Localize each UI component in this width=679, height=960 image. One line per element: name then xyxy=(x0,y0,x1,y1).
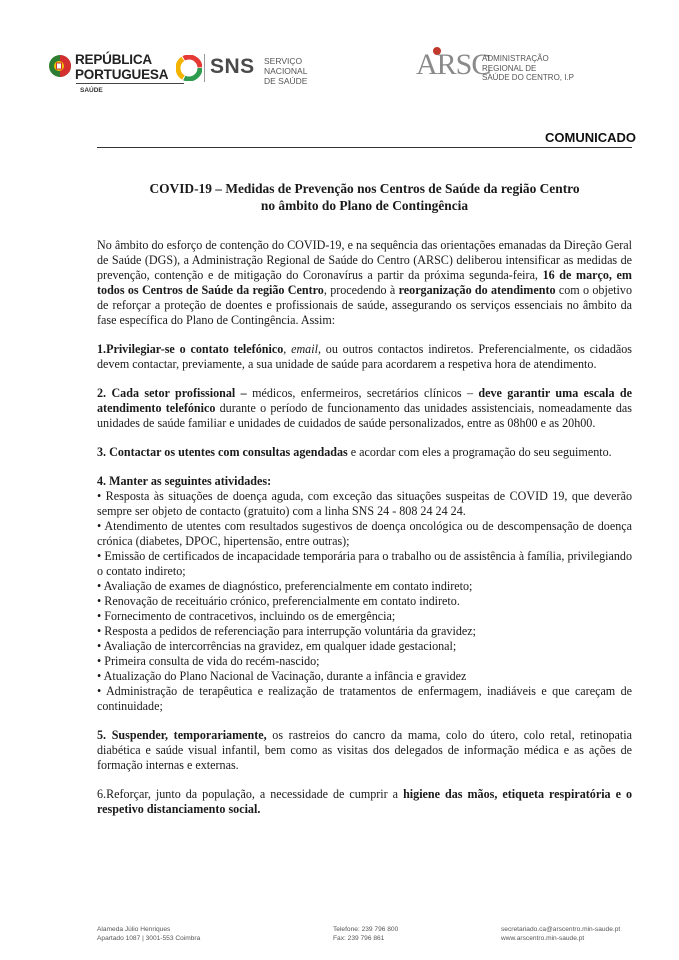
bullet-icon: • xyxy=(97,654,102,668)
document-type-label: COMUNICADO xyxy=(545,130,636,145)
footer-contacts xyxy=(501,925,620,943)
document-body xyxy=(97,238,632,831)
list-item: • Atualização do Plano Nacional de Vacinação, durante a infância e gravidez xyxy=(97,669,467,683)
arsc-wordmark: ARSC xyxy=(416,48,491,81)
republica-text: REPÚBLICA PORTUGUESA xyxy=(75,52,169,82)
bullet-icon: • xyxy=(97,579,102,593)
section-4-heading: 4. Manter as seguintes atividades: xyxy=(97,474,272,488)
republica-divider xyxy=(76,83,184,84)
list-item: • Resposta a pedidos de referenciação para interrupção voluntária da gravidez; xyxy=(97,624,476,638)
list-item: • Emissão de certificados de incapacidade temporária para o trabalho ou de assistência à família, privilegiando o contato indireto; xyxy=(97,549,632,578)
sns-separator xyxy=(204,54,205,82)
bullet-icon: • xyxy=(97,609,102,623)
footer-phone: Telefone: 239 796 800 Fax: 239 796 861 xyxy=(333,926,399,942)
list-item: • Administração de terapêutica e realização de tratamentos de enfermagem, inadiáveis e que careçam de continuidade; xyxy=(97,684,632,713)
list-item: • Fornecimento de contracetivos, incluindo os de emergência; xyxy=(97,609,396,623)
section-2-paragraph: 2. Cada setor profissional – médicos, enfermeiros, secretários clínicos – deve garantir uma escala de atendimento telefónico durante o período de funcionamento das unidades assistenciais, nomeadamente das unidades de saúde familiar e unidades de cuidados de saúde personalizados, entre as 08h00 e as 20h00. xyxy=(97,386,633,430)
bullet-icon: • xyxy=(97,519,102,533)
portugal-shield-icon xyxy=(48,52,72,82)
list-item: • Avaliação de intercorrências na gravidez, em qualquer idade gestacional; xyxy=(97,639,457,653)
header-divider xyxy=(97,147,632,148)
sns-ring-icon xyxy=(176,55,202,81)
bullet-icon: • xyxy=(97,639,102,653)
section-5-paragraph: 5. Suspender, temporariamente, os rastreios do cancro da mama, colo do útero, colo retal, retinopatia diabética e saúde visual infantil, bem como as visitas dos delegados de informação médica e as ações de formação internas e externas. xyxy=(97,728,632,772)
intro-paragraph: No âmbito do esforço de contenção do COVID-19, e na sequência das orientações emanadas da Direção Geral de Saúde (DGS), a Administração Regional de Saúde do Centro (ARSC) deliberou intensificar as medidas de prevenção, contenção e de mitigação do Coronavírus a partir da próxima segunda-feira, 16 de março, em todos os Centros de Saúde da região Centro, procedendo à reorganização do atendimento com o objetivo de reforçar a proteção de doentes e profissionais de saúde, assegurando os serviços essenciais no âmbito da fase específica do Plano de Contingência. Assim: xyxy=(97,238,632,327)
section-3-paragraph: 3. Contactar os utentes com consultas agendadas e acordar com eles a programação do seu seguimento. xyxy=(97,445,612,459)
republica-saude: SAÚDE xyxy=(80,87,103,94)
bullet-icon: • xyxy=(97,594,102,608)
list-item: • Resposta às situações de doença aguda, com exceção das situações suspeitas de COVID 19, que deverão sempre ser objeto de contacto (gratuito) com a linha SNS 24 - 808 24 24 24. xyxy=(97,489,632,518)
letterhead xyxy=(0,0,679,110)
arsc-subtitle: ADMINISTRAÇÃO REGIONAL DE SAÚDE DO CENTRO, I.P xyxy=(482,54,575,82)
bullet-icon: • xyxy=(97,684,102,698)
section-4-block xyxy=(97,474,632,714)
footer-address: Alameda Júlio Henriques Apartado 1087 | 3001-553 Coimbra xyxy=(97,926,201,942)
footer-email-link[interactable]: secretariado.ca@arscentro.min-saude.pt xyxy=(501,926,621,933)
bullet-icon: • xyxy=(97,624,102,638)
sns-subtitle: SERVIÇO NACIONAL DE SAÚDE xyxy=(264,56,308,86)
section-1-paragraph: 1.Privilegiar-se o contato telefónico, email, ou outros contactos indiretos. Preferencialmente, os cidadãos devem contactar, previamente, a sua unidade de saúde para acordarem a respetiva hora de atendimento. xyxy=(97,342,632,371)
bullet-icon: • xyxy=(97,669,102,683)
list-item: • Renovação de receituário crónico, preferencialmente em contato indireto. xyxy=(97,594,460,608)
arsc-logo xyxy=(416,48,616,88)
sns-wordmark: SNS xyxy=(210,55,255,78)
bullet-icon: • xyxy=(97,489,102,503)
sns-logo xyxy=(176,52,346,84)
section-6-paragraph: 6.Reforçar, junto da população, a necessidade de cumprir a higiene das mãos, etiqueta respiratória e o respetivo distanciamento social. xyxy=(97,787,633,816)
document-title: COVID-19 – Medidas de Prevenção nos Centros de Saúde da região Centro no âmbito do Plano de Contingência xyxy=(149,181,580,213)
footer xyxy=(97,925,632,947)
list-item: • Atendimento de utentes com resultados sugestivos de doença oncológica ou de descompensação de doença crónica (diabetes, DPOC, hipertensão, entre outras); xyxy=(97,519,633,548)
list-item: • Primeira consulta de vida do recém-nascido; xyxy=(97,654,320,668)
list-item: • Avaliação de exames de diagnóstico, preferencialmente em contato indireto; xyxy=(97,579,473,593)
bullet-icon: • xyxy=(97,549,102,563)
footer-web-link[interactable]: www.arscentro.min-saude.pt xyxy=(501,935,585,942)
